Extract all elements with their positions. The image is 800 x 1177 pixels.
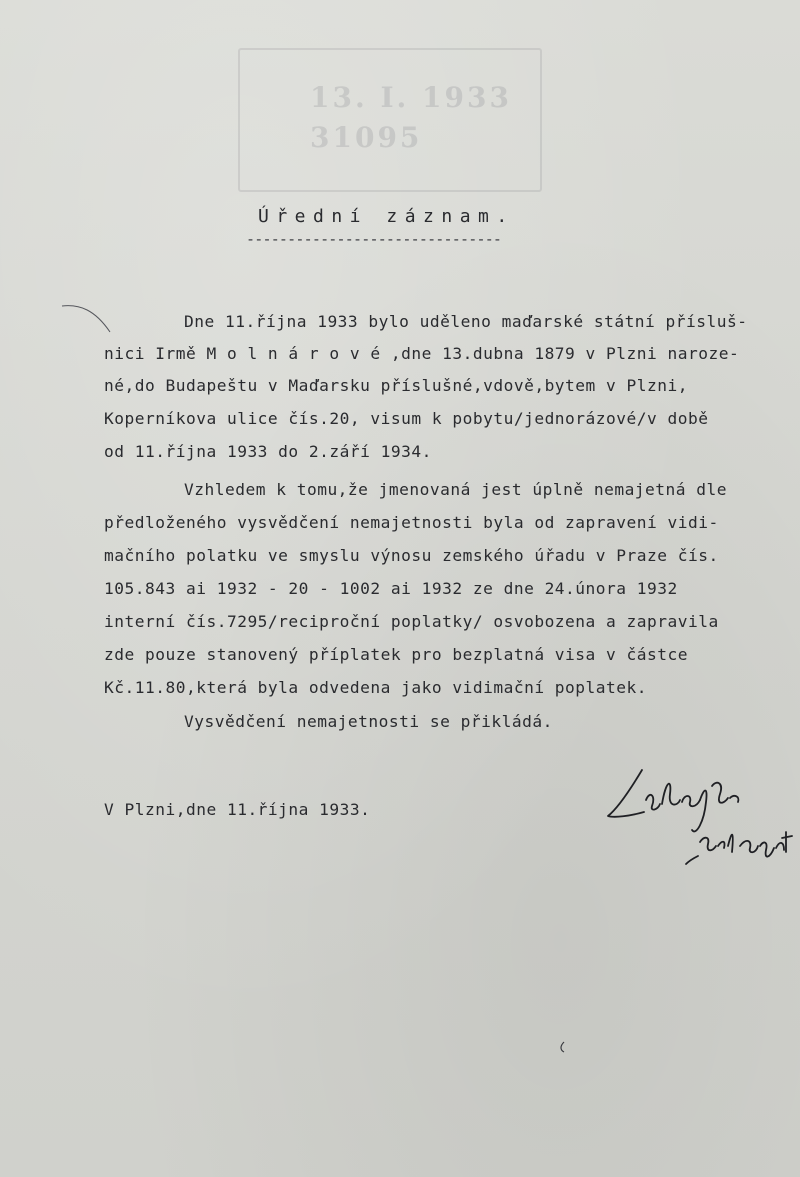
paragraph-2-line-4: 105.843 ai 1932 - 20 - 1002 ai 1932 ze dne 24.února 1932 xyxy=(104,579,678,598)
stamp-text: 13. I. 1933 31095 xyxy=(310,81,512,154)
place-and-date: V Plzni,dne 11.října 1933. xyxy=(104,800,371,819)
paragraph-1-line-1: Dne 11.října 1933 bylo uděleno maďarské státní přísluš- xyxy=(184,312,748,331)
pencil-mark-icon xyxy=(60,298,120,338)
document-title: Úřední záznam. xyxy=(258,206,515,227)
paragraph-2-line-6: zde pouze stanovený příplatek pro bezplatná visa v částce xyxy=(104,645,689,664)
paragraph-2-line-5: interní čís.7295/reciproční poplatky/ osvobozena a zapravila xyxy=(104,612,719,631)
paragraph-1-line-5: od 11.října 1933 do 2.září 1934. xyxy=(104,442,432,461)
faded-stamp xyxy=(238,48,542,192)
paragraph-2-line-7: Kč.11.80,která byla odvedena jako vidimační poplatek. xyxy=(104,678,648,697)
title-underline: ------------------------------- xyxy=(246,230,502,248)
paragraph-2-line-3: mačního polatku ve smyslu výnosu zemského úřadu v Praze čís. xyxy=(104,546,719,565)
paragraph-1-line-3: né,do Budapeštu v Maďarsku příslušné,vdově,bytem v Plzni, xyxy=(104,376,689,395)
handwritten-signature xyxy=(600,760,800,880)
paragraph-2-line-2: předloženého vysvědčení nemajetnosti byla od zapravení vidi- xyxy=(104,513,719,532)
paragraph-1-line-2: nici Irmě M o l n á r o v é ,dne 13.dubna 1879 v Plzni naroze- xyxy=(104,344,740,363)
ink-speck-icon xyxy=(556,1040,570,1054)
paragraph-2-line-1: Vzhledem k tomu,že jmenovaná jest úplně nemajetná dle xyxy=(184,480,728,499)
paragraph-1-line-4: Koperníkova ulice čís.20, visum k pobytu/jednorázové/v době xyxy=(104,409,709,428)
paragraph-3-line-1: Vysvědčení nemajetnosti se přikládá. xyxy=(184,712,553,731)
